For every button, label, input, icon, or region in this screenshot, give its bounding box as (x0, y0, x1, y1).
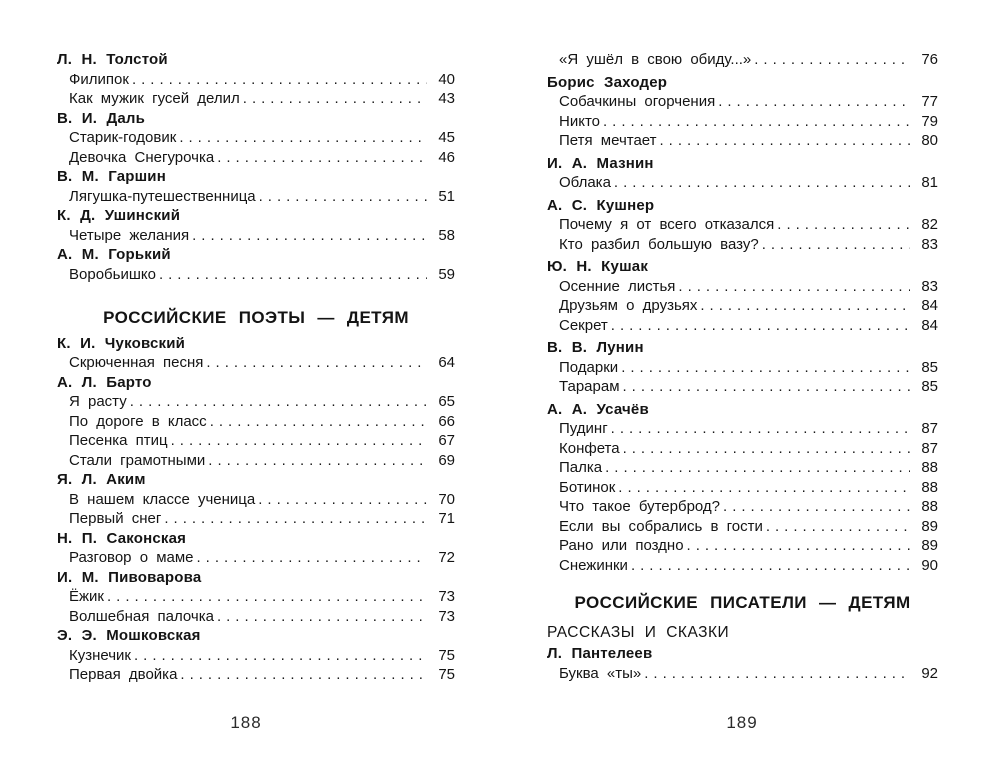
entry-title: Стали грамотными (69, 451, 206, 469)
toc-section-heading (57, 308, 455, 328)
toc-section-heading (547, 593, 938, 613)
entry-page-number: 72 (438, 549, 455, 566)
entry-page-number: 75 (438, 646, 455, 664)
entry-title: Никто (559, 112, 600, 130)
dot-leader (631, 556, 910, 576)
toc-entry-row (57, 89, 455, 109)
toc-entry-row (57, 548, 455, 568)
toc-author-row (57, 529, 455, 549)
toc-author-row (57, 245, 455, 265)
dot-leader (107, 587, 427, 607)
toc-entry-row (57, 451, 455, 471)
entry-title: Осенние листья (559, 277, 676, 295)
toc-section-heading-text: РОССИЙСКИЕ ПИСАТЕЛИ — ДЕТЯМ (574, 593, 911, 612)
entry-page-number: 64 (438, 354, 455, 371)
toc-entry-row (547, 50, 938, 70)
toc-author-row (547, 400, 938, 420)
entry-title: Что такое бутерброд? (559, 498, 721, 515)
entry-page-number: 82 (921, 216, 938, 233)
entry-page-number: 73 (438, 607, 455, 625)
entry-page-number: 77 (921, 93, 938, 110)
entry-page-number: 51 (438, 187, 455, 205)
entry-page-number: 84 (921, 297, 938, 314)
entry-page-number: 76 (921, 51, 938, 68)
entry-title: Буква «ты» (559, 664, 642, 682)
toc-entry-row (57, 509, 455, 529)
entry-title: «Я ушёл в свою обиду...» (559, 51, 752, 68)
toc-author-row (547, 644, 938, 664)
dot-leader (259, 187, 427, 207)
entry-page-number: 43 (438, 90, 455, 107)
dot-leader (164, 509, 427, 529)
entry-page-number: 83 (921, 235, 938, 253)
entry-page-number: 87 (921, 420, 938, 437)
toc-entry-row (547, 478, 938, 498)
entry-page-number: 85 (921, 378, 938, 395)
entry-title: Если вы собрались в гости (559, 517, 763, 535)
toc-entry-row (547, 556, 938, 576)
entry-title: Кузнечик (69, 646, 131, 664)
entry-title: Волшебная палочка (69, 607, 214, 625)
entry-page-number: 69 (438, 451, 455, 469)
dot-leader (603, 112, 910, 132)
entry-title: Четыре желания (69, 226, 190, 244)
entry-page-number: 73 (438, 588, 455, 605)
entry-title: Петя мечтает (559, 132, 657, 149)
entry-title: Как мужик гусей делил (69, 90, 240, 107)
toc-column-right (547, 50, 938, 683)
toc-entry-row (57, 70, 455, 90)
toc-author-row (57, 167, 455, 187)
dot-leader (179, 128, 427, 148)
toc-entry-row (57, 226, 455, 246)
entry-page-number: 81 (921, 174, 938, 191)
toc-author-row-text: Ю. Н. Кушак (547, 258, 649, 275)
toc-entry-row (57, 128, 455, 148)
dot-leader (621, 358, 910, 378)
toc-author-row (57, 206, 455, 226)
toc-author-row (57, 109, 455, 129)
entry-page-number: 80 (921, 132, 938, 149)
entry-title: Снежинки (559, 556, 628, 574)
toc-entry-row (547, 112, 938, 132)
toc-entry-row (57, 148, 455, 168)
entry-page-number: 79 (921, 112, 938, 130)
entry-title: Палка (559, 459, 603, 476)
entry-page-number: 58 (438, 226, 455, 244)
toc-entry-row (57, 187, 455, 207)
toc-author-row-text: В. В. Лунин (547, 339, 644, 356)
page-number-right: 189 (726, 713, 758, 732)
toc-author-row (57, 626, 455, 646)
entry-title: Лягушка-путешественница (69, 187, 256, 205)
dot-leader (614, 173, 910, 193)
entry-title: Рано или поздно (559, 537, 684, 554)
toc-entry-row (547, 497, 938, 517)
toc-entry-row (547, 664, 938, 684)
entry-title: Конфета (559, 439, 620, 457)
entry-title: Кто разбил большую вазу? (559, 235, 759, 253)
toc-entry-row (547, 296, 938, 316)
dot-leader (611, 419, 910, 439)
toc-author-row-text: А. Л. Барто (57, 373, 152, 391)
entry-title: Пудинг (559, 420, 608, 437)
toc-entry-row (57, 587, 455, 607)
entry-page-number: 85 (921, 358, 938, 376)
entry-title: Скрюченная песня (69, 354, 204, 371)
dot-leader (171, 431, 427, 451)
entry-title: Тарарам (559, 378, 620, 395)
entry-title: Ботинок (559, 478, 616, 496)
entry-title: Старик-годовик (69, 129, 177, 146)
dot-leader (243, 89, 427, 109)
entry-title: Первый снег (69, 510, 162, 527)
toc-entry-row (57, 353, 455, 373)
dot-leader (618, 478, 910, 498)
entry-page-number: 59 (438, 265, 455, 283)
dot-leader (210, 412, 427, 432)
entry-title: Почему я от всего отказался (559, 216, 775, 233)
toc-author-row-text: Л. Пантелеев (547, 645, 653, 662)
entry-title: Филипок (69, 70, 129, 88)
entry-title: Девочка Снегурочка (69, 148, 215, 166)
toc-entry-row (57, 665, 455, 685)
toc-author-row-text: И. А. Мазнин (547, 154, 654, 172)
dot-leader (159, 265, 427, 285)
toc-author-row-text: А. М. Горький (57, 246, 171, 263)
entry-title: Подарки (559, 358, 619, 376)
toc-author-row-text: Борис Заходер (547, 73, 668, 91)
toc-entry-row (57, 646, 455, 666)
dot-leader (258, 490, 427, 510)
toc-entry-row (547, 439, 938, 459)
dot-leader (197, 548, 427, 568)
toc-entry-row (547, 277, 938, 297)
toc-author-row (57, 373, 455, 393)
entry-page-number: 89 (921, 537, 938, 554)
dot-leader (723, 497, 910, 517)
entry-title: По дороге в класс (69, 412, 207, 430)
toc-author-row (547, 338, 938, 358)
toc-author-row-text: Э. Э. Мошковская (57, 627, 201, 644)
toc-author-row (547, 154, 938, 174)
toc-author-row-text: А. С. Кушнер (547, 196, 655, 214)
entry-page-number: 87 (921, 439, 938, 457)
dot-leader (660, 131, 910, 151)
toc-author-row-text: А. А. Усачёв (547, 400, 649, 418)
dot-leader (217, 148, 427, 168)
toc-entry-row (547, 92, 938, 112)
toc-author-row (547, 73, 938, 93)
toc-author-row-text: Н. П. Саконская (57, 529, 187, 547)
dot-leader (206, 353, 427, 373)
toc-entry-row (547, 517, 938, 537)
toc-entry-row (57, 412, 455, 432)
toc-entry-row (547, 536, 938, 556)
toc-author-row-text: В. М. Гаршин (57, 168, 166, 185)
toc-entry-row (547, 316, 938, 336)
entry-page-number: 70 (438, 490, 455, 508)
entry-title: Песенка птиц (69, 432, 168, 449)
toc-author-row-text: Я. Л. Аким (57, 471, 146, 488)
toc-entry-row (57, 265, 455, 285)
toc-author-row (547, 196, 938, 216)
entry-page-number: 65 (438, 393, 455, 410)
entry-page-number: 45 (438, 129, 455, 146)
toc-entry-row (547, 173, 938, 193)
toc-author-row (57, 50, 455, 70)
entry-title: Воробьишко (69, 265, 156, 283)
dot-leader (217, 607, 427, 627)
entry-title: В нашем классе ученица (69, 490, 256, 508)
toc-author-row-text: И. М. Пивоварова (57, 568, 202, 586)
entry-page-number: 83 (921, 277, 938, 295)
toc-entry-row (547, 235, 938, 255)
dot-leader (766, 517, 910, 537)
entry-title: Ёжик (69, 588, 104, 605)
toc-author-row (57, 568, 455, 588)
entry-page-number: 71 (438, 510, 455, 527)
entry-title: Секрет (559, 316, 608, 334)
dot-leader (700, 296, 910, 316)
toc-author-row (57, 334, 455, 354)
entry-page-number: 88 (921, 498, 938, 515)
entry-title: Друзьям о друзьях (559, 297, 698, 314)
toc-entry-row (547, 215, 938, 235)
toc-author-row-text: В. И. Даль (57, 109, 146, 127)
entry-page-number: 66 (438, 412, 455, 430)
dot-leader (687, 536, 910, 556)
toc-entry-row (57, 490, 455, 510)
toc-author-row-text: Л. Н. Толстой (57, 51, 168, 68)
entry-page-number: 84 (921, 316, 938, 334)
dot-leader (132, 70, 427, 90)
toc-entry-row (547, 419, 938, 439)
entry-page-number: 40 (438, 70, 455, 88)
entry-page-number: 88 (921, 459, 938, 476)
entry-page-number: 88 (921, 478, 938, 496)
toc-author-row (547, 257, 938, 277)
dot-leader (180, 665, 427, 685)
toc-entry-row (547, 458, 938, 478)
toc-section-heading-text: РОССИЙСКИЕ ПОЭТЫ — ДЕТЯМ (103, 308, 409, 327)
entry-page-number: 75 (438, 666, 455, 683)
dot-leader (134, 646, 427, 666)
toc-author-row-text: К. Д. Ушинский (57, 207, 181, 224)
dot-leader (611, 316, 910, 336)
dot-leader (208, 451, 427, 471)
dot-leader (678, 277, 910, 297)
toc-author-row (57, 470, 455, 490)
dot-leader (777, 215, 910, 235)
page-number-left: 188 (230, 713, 262, 732)
dot-leader (130, 392, 427, 412)
toc-entry-row (547, 377, 938, 397)
toc-subheading-text: РАССКАЗЫ И СКАЗКИ (547, 623, 730, 641)
toc-entry-row (57, 431, 455, 451)
dot-leader (754, 50, 910, 70)
dot-leader (192, 226, 427, 246)
entry-title: Первая двойка (69, 666, 178, 683)
entry-title: Я расту (69, 393, 127, 410)
entry-page-number: 92 (921, 664, 938, 682)
entry-title: Разговор о маме (69, 549, 194, 566)
dot-leader (718, 92, 910, 112)
entry-page-number: 67 (438, 432, 455, 449)
toc-entry-row (57, 607, 455, 627)
entry-page-number: 89 (921, 517, 938, 535)
toc-entry-row (547, 358, 938, 378)
toc-subheading (547, 623, 938, 643)
dot-leader (644, 664, 910, 684)
toc-column-left (57, 50, 455, 685)
toc-author-row-text: К. И. Чуковский (57, 334, 186, 352)
toc-entry-row (547, 131, 938, 151)
toc-entry-row (57, 392, 455, 412)
dot-leader (623, 377, 910, 397)
dot-leader (605, 458, 910, 478)
entry-page-number: 90 (921, 556, 938, 574)
dot-leader (762, 235, 910, 255)
dot-leader (623, 439, 910, 459)
entry-title: Облака (559, 174, 611, 191)
entry-title: Собачкины огорчения (559, 93, 716, 110)
entry-page-number: 46 (438, 148, 455, 166)
